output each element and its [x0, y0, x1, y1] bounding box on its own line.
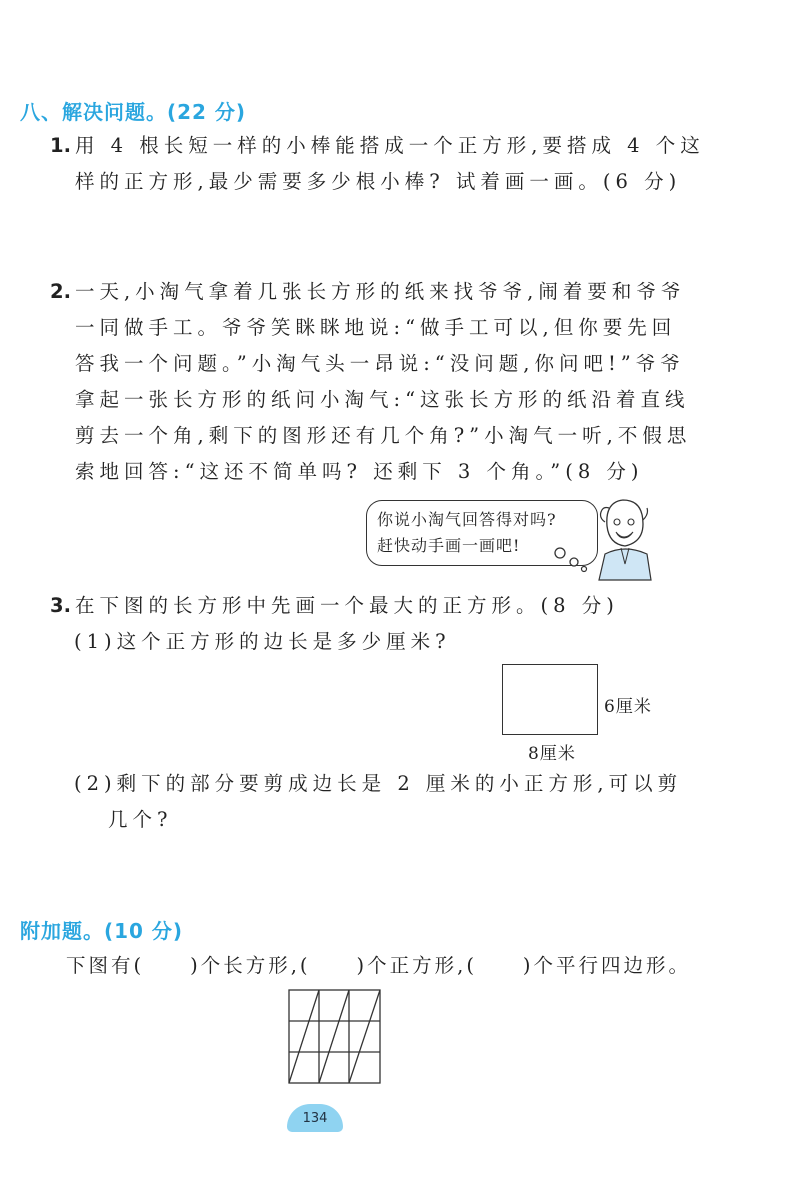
q3-text: 在下图的长方形中先画一个最大的正方形。(8 分): [74, 594, 619, 617]
page-number-badge: 134: [287, 1104, 343, 1132]
q2-line-4: 拿起一张长方形的纸问小淘气:“这张长方形的纸沿着直线: [75, 388, 690, 411]
q1-text-1: 用 4 根长短一样的小棒能搭成一个正方形,要搭成 4 个这: [74, 134, 705, 157]
q3-line-1: [50, 596, 619, 616]
q2-line-2: 一同做手工。爷爷笑眯眯地说:“做手工可以,但你要先回: [75, 316, 677, 339]
q3-number: 3.: [50, 594, 71, 617]
q2-line-1: [50, 282, 685, 302]
q3-sub2-line-2: 几个?: [108, 808, 173, 831]
q2-line-6: 索地回答:“这还不简单吗? 还剩下 3 个角。”(8 分): [75, 460, 644, 483]
rectangle-figure: [502, 664, 598, 735]
grid-figure: [287, 988, 383, 1086]
q1-number: 1.: [50, 134, 71, 157]
q3-sub1: (1)这个正方形的边长是多少厘米?: [74, 630, 451, 653]
bubble-line-1: 你说小淘气回答得对吗?: [377, 510, 557, 529]
q2-line-3: 答我一个问题。”小淘气头一昂说:“没问题,你问吧!”爷爷: [75, 352, 685, 375]
bonus-question: 下图有( )个长方形,( )个正方形,( )个平行四边形。: [66, 954, 692, 977]
q2-number: 2.: [50, 280, 71, 303]
bonus-title: 附加题。(10 分): [20, 919, 184, 943]
section-title: 八、解决问题。(22 分): [20, 100, 247, 124]
q2-text-1: 一天,小淘气拿着几张长方形的纸来找爷爷,闹着要和爷爷: [74, 280, 686, 303]
bubble-tail-icon: [550, 545, 590, 575]
rect-width-label: 8厘米: [528, 744, 576, 764]
grandpa-illustration: [585, 492, 655, 582]
q2-line-5: 剪去一个角,剩下的图形还有几个角?”小淘气一听,不假思: [75, 424, 692, 447]
rect-height-label: 6厘米: [604, 697, 652, 717]
q1-line-2: 样的正方形,最少需要多少根小棒? 试着画一画。(6 分): [75, 170, 682, 193]
bubble-line-2: 赶快动手画一画吧!: [377, 536, 521, 555]
q3-sub2-line-1: (2)剩下的部分要剪成边长是 2 厘米的小正方形,可以剪: [74, 772, 683, 795]
q1-line-1: [50, 136, 705, 156]
